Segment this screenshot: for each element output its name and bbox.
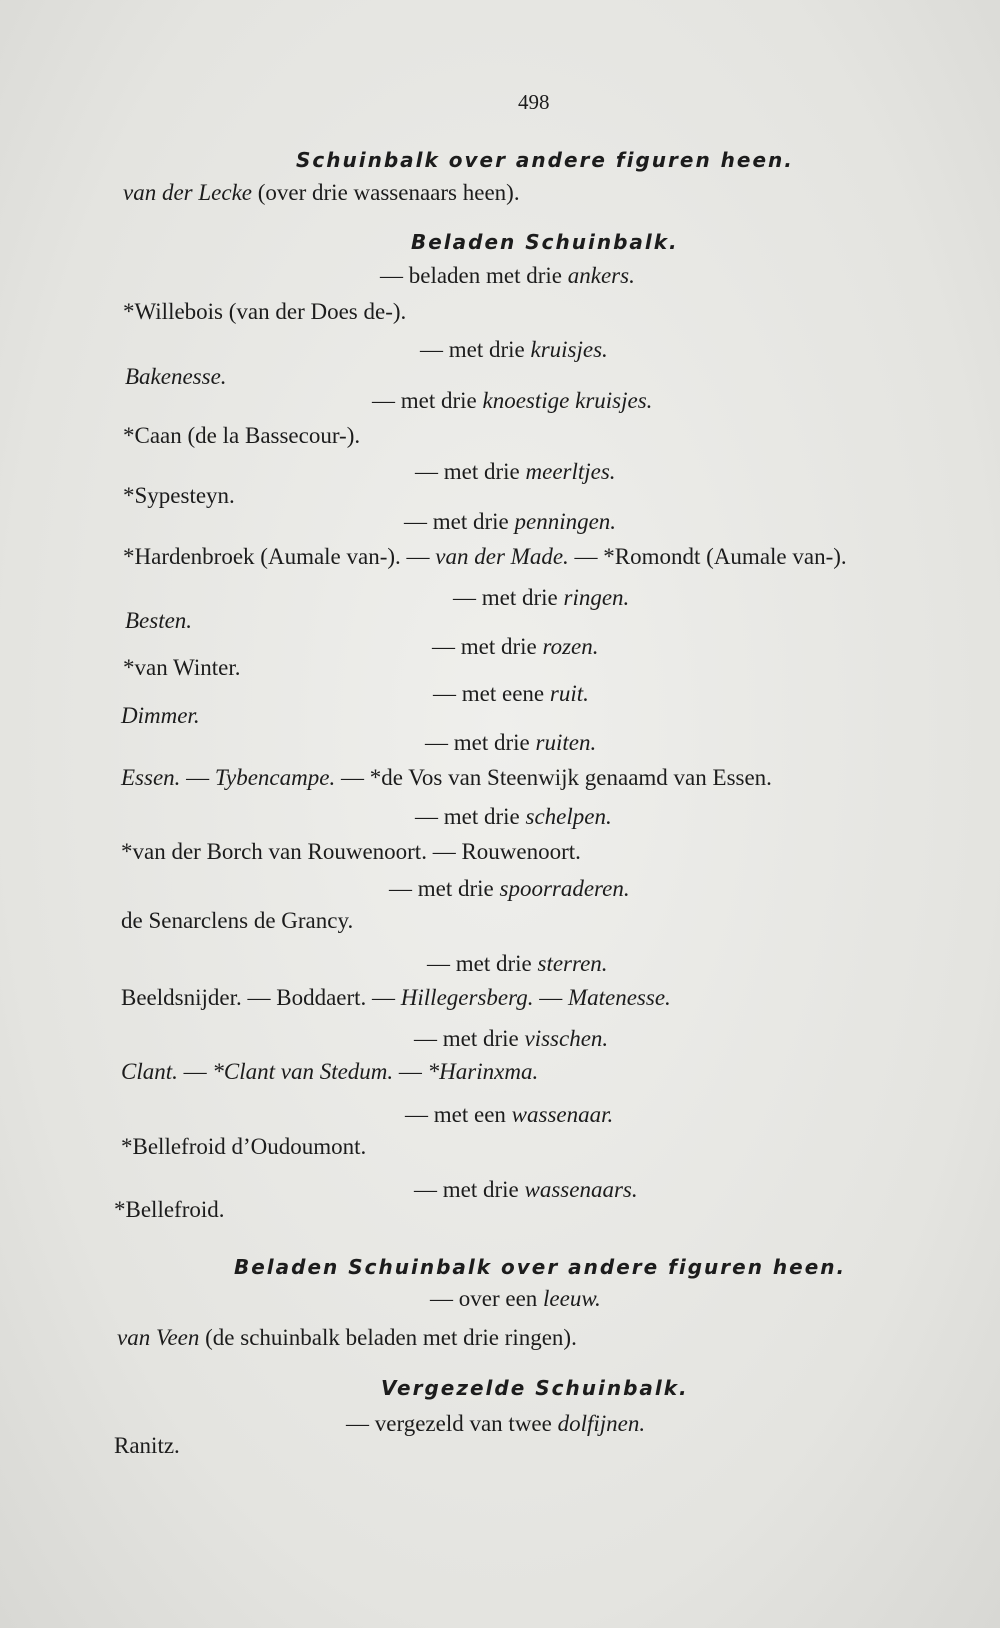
- sub-charge: ruit.: [549, 681, 589, 706]
- entry-part: — *de Vos van Steenwijk genaamd van Essen.: [335, 765, 772, 790]
- section-heading-beladen-schuinbalk: Beladen Schuinbalk.: [411, 230, 679, 254]
- sub-text: — met drie: [453, 585, 564, 610]
- subheading-schelpen: [415, 803, 612, 831]
- sub-text: — over een: [430, 1286, 544, 1311]
- sub-charge: ringen.: [563, 585, 630, 610]
- subheading-dolfijnen: [346, 1410, 645, 1438]
- sub-text: — met drie: [420, 337, 531, 362]
- entry-caan: *Caan (de la Bassecour-).: [123, 423, 361, 448]
- sub-charge: schelpen.: [525, 804, 612, 829]
- entry-part: Hillegersberg.: [400, 985, 534, 1010]
- subheading-sterren: [427, 950, 608, 978]
- sub-charge: rozen.: [542, 634, 599, 659]
- sub-charge: meerltjes.: [525, 459, 616, 484]
- sub-text: — met drie: [414, 1177, 525, 1202]
- entry-part: *Clant van Stedum.: [212, 1059, 394, 1084]
- entry-bellefroid: *Bellefroid.: [114, 1197, 225, 1222]
- entry-bellefroid-oudoumont: *Bellefroid d’Oudoumont.: [121, 1134, 367, 1159]
- sub-text: — beladen met drie: [380, 263, 568, 288]
- entry-note: (over drie wassenaars heen).: [252, 180, 520, 205]
- entry-beeldsnijder: [121, 984, 671, 1012]
- entry-part: *Harinxma.: [427, 1059, 539, 1084]
- sub-charge: leeuw.: [543, 1286, 601, 1311]
- entry-ranitz: Ranitz.: [114, 1433, 180, 1458]
- sub-charge: wassenaars.: [524, 1177, 638, 1202]
- sub-charge: ankers.: [567, 263, 635, 288]
- entry-note: (de schuinbalk beladen met drie ringen).: [199, 1325, 577, 1350]
- entry-part: Matenesse.: [567, 985, 671, 1010]
- sub-charge: penningen.: [514, 509, 617, 534]
- entry-part: van der Made.: [435, 544, 569, 569]
- subheading-ruit: [433, 680, 589, 708]
- sub-charge: knoestige kruisjes.: [482, 388, 653, 413]
- subheading-rozen: [432, 633, 599, 661]
- sub-charge: dolfijnen.: [557, 1411, 646, 1436]
- entry-sypesteyn: *Sypesteyn.: [123, 483, 235, 508]
- entry-part: —: [533, 985, 568, 1010]
- section-heading-schuinbalk-over-figuren: Schuinbalk over andere figuren heen.: [296, 148, 794, 172]
- sub-text: — met drie: [389, 876, 500, 901]
- entry-willebois: *Willebois (van der Does de-).: [123, 299, 407, 324]
- entry-part: *Hardenbroek (Aumale van-). —: [123, 544, 436, 569]
- entry-part: —: [180, 765, 215, 790]
- entry-part: Essen.: [121, 765, 181, 790]
- sub-text: — met drie: [414, 1026, 525, 1051]
- entry-part: Clant.: [121, 1059, 178, 1084]
- sub-text: — met drie: [432, 634, 543, 659]
- entry-name: van Veen: [117, 1325, 200, 1350]
- sub-charge: spoorraderen.: [499, 876, 630, 901]
- entry-part: —: [393, 1059, 428, 1084]
- subheading-visschen: [414, 1025, 608, 1053]
- entry-name: van der Lecke: [123, 180, 252, 205]
- entry-hardenbroek: [123, 543, 847, 571]
- entry-senarclens: de Senarclens de Grancy.: [121, 908, 354, 933]
- sub-text: — met eene: [433, 681, 550, 706]
- page-number: 498: [518, 90, 550, 114]
- entry-van-veen: [117, 1324, 577, 1352]
- entry-part: Tybencampe.: [214, 765, 336, 790]
- section-heading-beladen-over-figuren: Beladen Schuinbalk over andere figuren heen.: [234, 1255, 847, 1279]
- sub-text: — met drie: [415, 804, 526, 829]
- sub-text: — met drie: [425, 730, 536, 755]
- sub-charge: ruiten.: [535, 730, 597, 755]
- subheading-ringen: [453, 584, 629, 612]
- section-heading-vergezelde-schuinbalk: Vergezelde Schuinbalk.: [381, 1376, 689, 1400]
- subheading-kruisjes: [420, 336, 608, 364]
- entry-van-der-lecke: [123, 179, 520, 207]
- sub-text: — met drie: [404, 509, 515, 534]
- entry-essen: [121, 764, 772, 792]
- entry-van-winter: *van Winter.: [123, 655, 241, 680]
- subheading-leeuw: [430, 1285, 601, 1313]
- entry-bakenesse: Bakenesse.: [125, 364, 227, 389]
- subheading-spoorraderen: [389, 875, 630, 903]
- sub-text: — vergezeld van twee: [346, 1411, 558, 1436]
- sub-text: — met een: [405, 1102, 512, 1127]
- entry-part: —: [177, 1059, 213, 1084]
- entry-van-der-borch: *van der Borch van Rouwenoort. — Rouwenoort.: [121, 839, 581, 864]
- entry-part: Beeldsnijder. — Boddaert. —: [121, 985, 401, 1010]
- subheading-penningen: [404, 508, 616, 536]
- sub-text: — met drie: [372, 388, 483, 413]
- sub-charge: kruisjes.: [530, 337, 608, 362]
- subheading-wassenaar: [405, 1101, 613, 1129]
- sub-text: — met drie: [415, 459, 526, 484]
- subheading-wassenaars: [414, 1176, 638, 1204]
- entry-besten: Besten.: [125, 608, 193, 633]
- sub-charge: wassenaar.: [511, 1102, 614, 1127]
- entry-clant: [121, 1058, 538, 1086]
- subheading-knoestige-kruisjes: [372, 387, 652, 415]
- entry-dimmer: Dimmer.: [121, 703, 200, 728]
- sub-charge: visschen.: [524, 1026, 609, 1051]
- entry-part: — *Romondt (Aumale van-).: [568, 544, 847, 569]
- subheading-ruiten: [425, 729, 596, 757]
- subheading-ankers: [380, 262, 635, 290]
- sub-charge: sterren.: [537, 951, 608, 976]
- sub-text: — met drie: [427, 951, 538, 976]
- subheading-meerltjes: [415, 458, 616, 486]
